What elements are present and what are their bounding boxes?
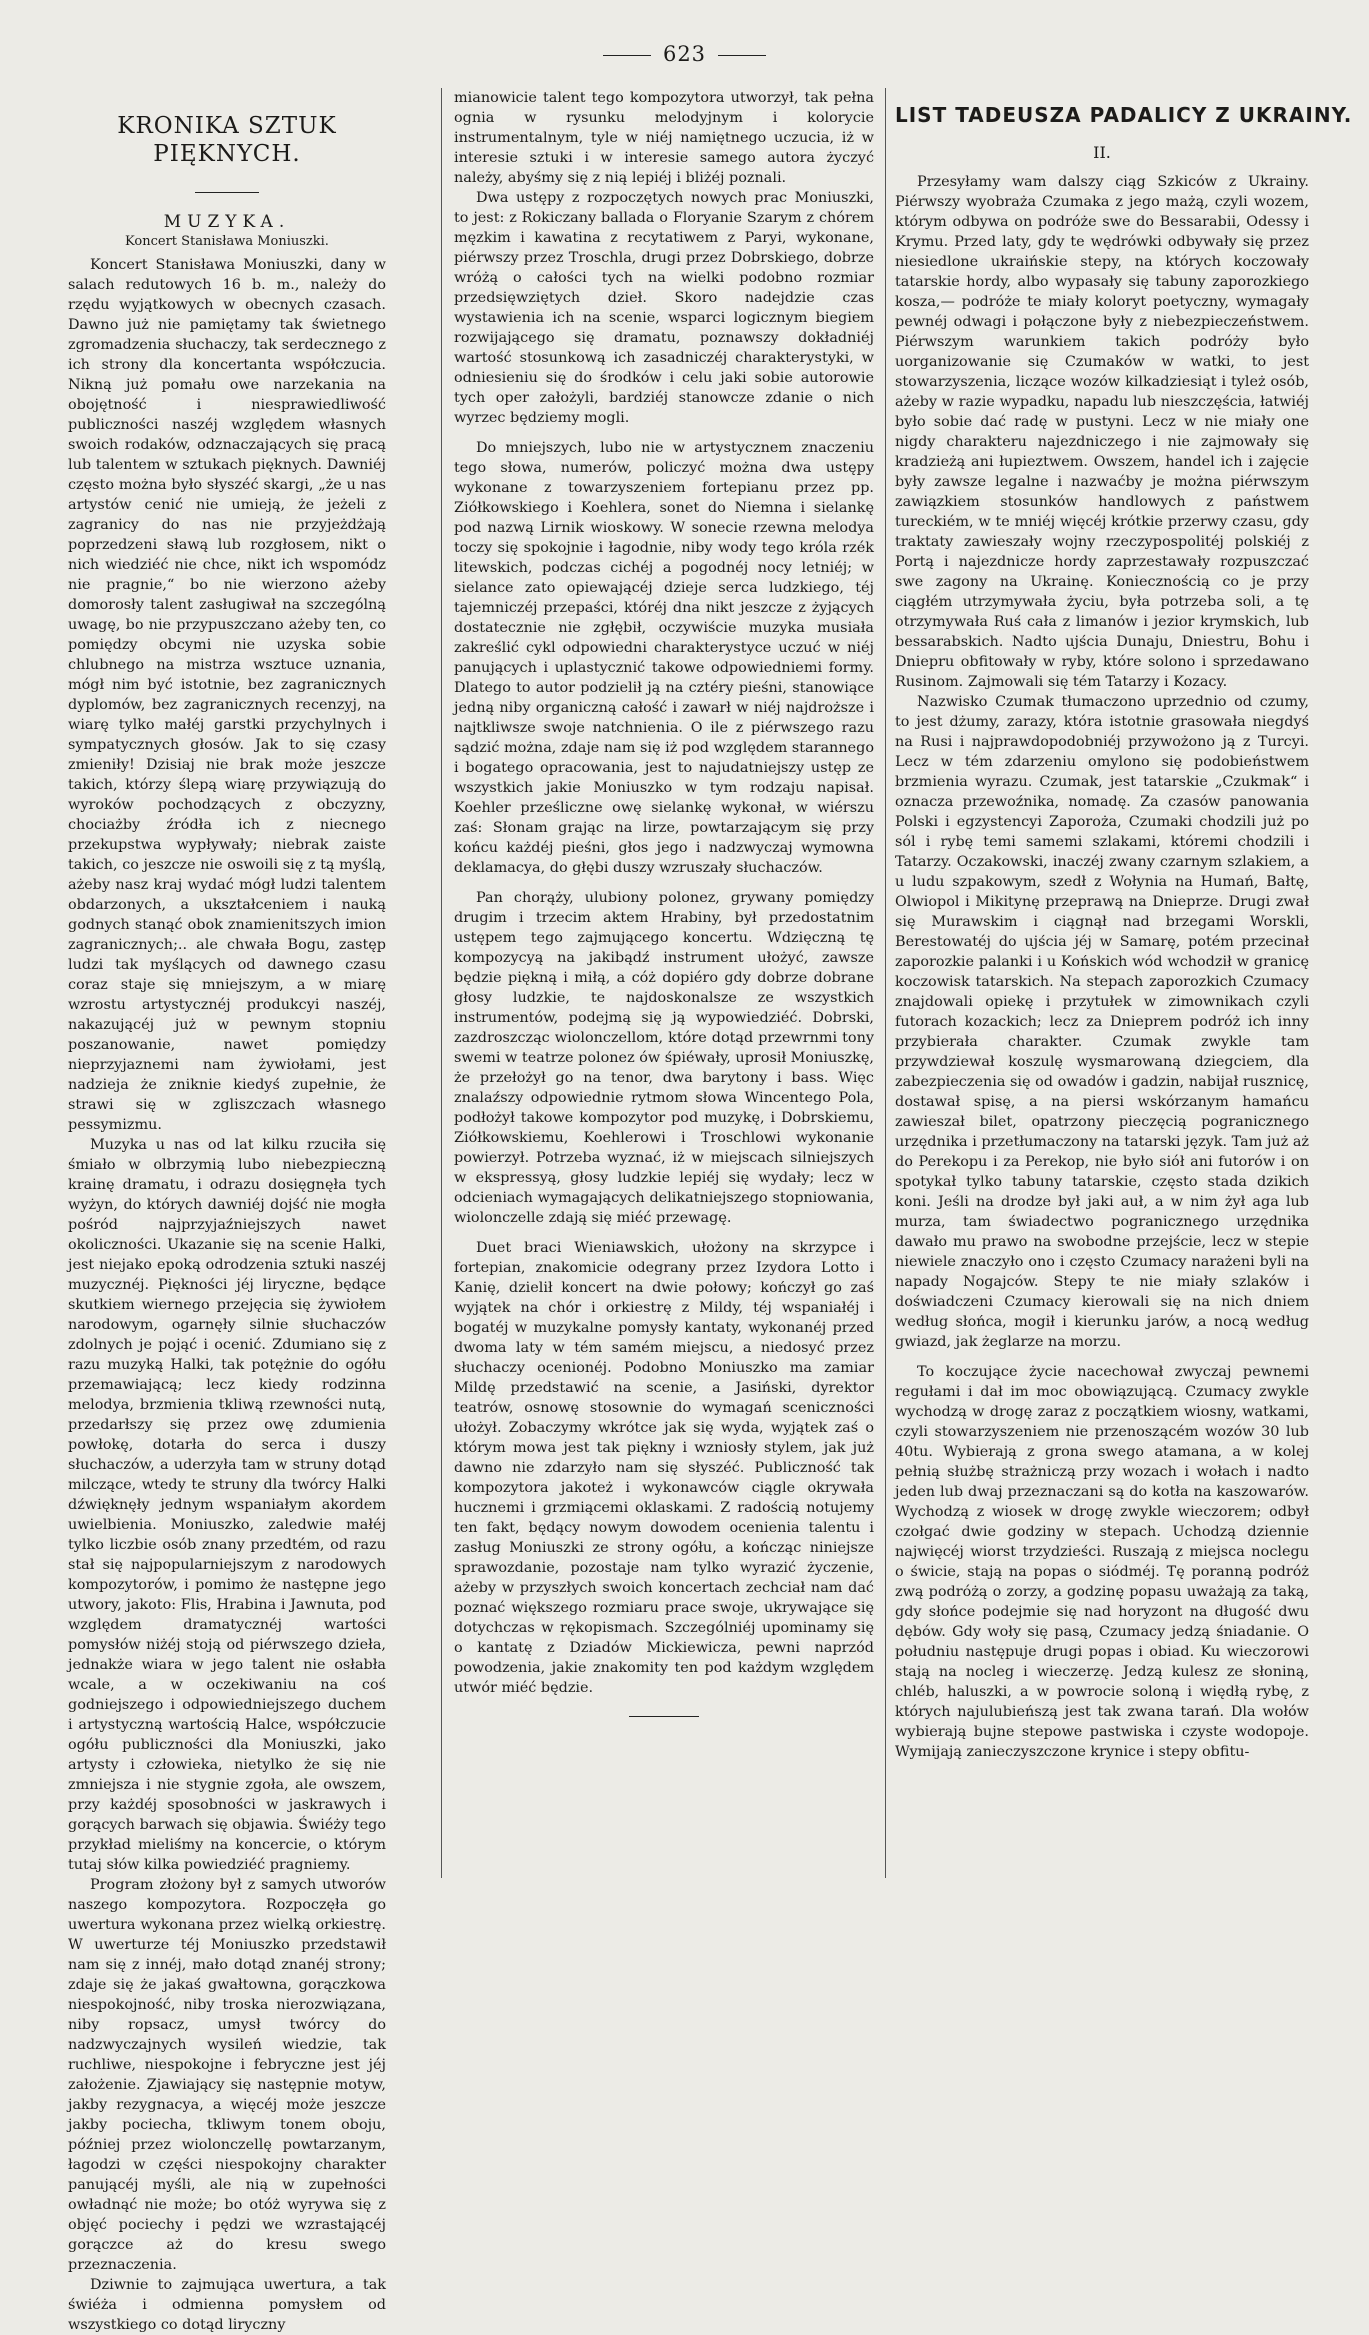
section-subtitle: Koncert Stanisława Moniuszki.	[125, 234, 329, 249]
paragraph-gap	[454, 428, 874, 438]
paragraph-gap	[454, 1228, 874, 1238]
column-3	[895, 88, 1353, 1762]
column-2-paragraph: mianowicie talent tego kompozytora utworzył, tak pełna ognia w rysunku melodyjnym i kolorycie instrumentalnym, tyle w niéj namiętnego uczucia, iż w interesie sztuki i w interesie samego autora życzyć należy, abyśmy się z nią lepiéj i bliżéj poznali.	[454, 90, 874, 186]
column-1	[68, 88, 386, 2335]
column-3-paragraph: Przesyłamy wam dalszy ciąg Szkiców z Ukrainy. Piérwszy wyobraża Czumaka z jego mażą, czyli wozem, którym odbywa on podróże swe do Bessarabii, Odessy i Krymu. Przed laty, gdy te wędrówki odbywały się przez niesiedlone ukraińskie stepy, na których koczowały tatarskie hordy, albo wypasały się tabuny zaporozkiego kosza,— podróże te miały koloryt poetyczny, wymagały pewnéj odwagi i połączone były z niebezpieczeństwem. Piérwszym warunkiem takich podróży było uorganizowanie się Czumaków w watki, to jest stowarzyszenia, liczące wozów kilkadziesiąt i tyleż osób, ażeby w razie wypadku, napadu lub nieszczęścia, łatwiéj było sobie dać radę w pustyni. Lecz w nie miały one nigdy charakteru najezdniczego i nie zajmowały się kradzieżą ani łupieztwem. Owszem, handel ich i zajęcie były zawsze legalne i nazwaćby je można piérwszym zawiązkiem stosunków handlowych z państwem tureckiém, w te mniéj więcéj krótkie przerwy czasu, gdy traktaty zawieszały wojny rzeczypospolitéj polskiéj z Portą i najezdnicze hordy zaprzestawały rozpuszczać swe zagony na Ukrainę. Koniecznością co je przy ciągłém utrzymywała życiu, była potrzeba soli, a tę otrzymywała Ruś cała z limanów i jezior krymskich, lub bessarabskich. Nadto ujścia Dunaju, Dniestru, Bohu i Dniepru obfitowały w ryby, które solono i sprzedawano Rusinom. Zajmowali się tém Tatarzy i Kozacy.	[895, 174, 1309, 690]
paragraph-gap	[895, 1352, 1309, 1362]
letter-number: II.	[1093, 143, 1111, 162]
column-2-paragraph: Dwa ustępy z rozpoczętych nowych prac Moniuszki, to jest: z Rokiczany ballada o Floryanie Szarym z chórem męzkim i kawatina z recytatiwem z Paryi, wykonane, piérwszy przez Troschla, drugi przez Dobrskiego, dobrze wróżą o całości tych na wielki podobno rozmiar przedsięwziętych dzieł. Skoro nadejdzie czas wystawienia ich na scenie, wsparci logicznym biegiem rozwijającego się dramatu, poznawszy dokładniéj wartość stosunkową ich zasadniczéj charakterystyki, w odniesieniu się do środków i celu jaki sobie autorowie tych oper założyli, bardziéj stanowcze zdanie o nich wyrzec będziemy mogli.	[454, 190, 874, 426]
column-2	[454, 88, 874, 1717]
column-1-paragraph: Muzyka u nas od lat kilku rzuciła się śmiało w olbrzymią lubo niebezpieczną krainę dramatu, i odrazu dosięgnęła tych wyżyn, do których dawniéj dojść nie mogła pośród najprzyjaźniejszych nawet okoliczności. Ukazanie się na scenie Halki, jest niejako epoką odrodzenia sztuki naszéj muzycznéj. Piękności jéj liryczne, będące skutkiem wiernego przejęcia się żywiołem narodowym, ogarnęły silnie słuchaczów zdolnych je pojąć i ocenić. Zdumiano się z razu muzyką Halki, tak potężnie do ogółu przemawiającą; lecz kiedy rodzinna melodya, brzmienia tkliwą rzewności nutą, przedarłszy się przez owę zdumienia powłokę, dotarła do serca i duszy słuchaczów, a uderzyła tam w struny dotąd milczące, wtedy te struny dla twórcy Halki dźwięknęły jednym wspaniałym akordem uwielbienia. Moniuszko, zaledwie małéj tylko liczbie osób znany przedtém, od razu stał się najpopularniejszym z narodowych kompozytorów, i pomimo że następne jego utwory, jakoto: Flis, Hrabina i Jawnuta, pod względem dramatycznéj wartości pomysłów niżéj stoją od piérwszego dzieła, jednakże wiara w jego talent nie osłabła wcale, a w oczekiwaniu na coś godniejszego i odpowiedniejszego duchem i artystyczną wartością Halce, współczucie ogółu publiczności dla Moniuszki, jako artysty i człowieka, nietylko że się nie zmniejsza i nie stygnie zgoła, ale owszem, przy każdéj sposobności w jaskrawych i gorących barwach się objawia. Świéży tego przykład mieliśmy na koncercie, o którym tutaj słów kilka powiedziéć pragniemy.	[68, 1137, 386, 1873]
column-1-paragraph: Program złożony był z samych utworów naszego kompozytora. Rozpoczęła go uwertura wykonana przez wielką orkiestrę. W uwerturze téj Moniuszko przedstawił nam się z innéj, mało dotąd znanéj strony; zdaje się że jakaś gwałtowna, gorączkowa niespokojność, niby troska nierozwiązana, niby ropsacz, umysł twórcy do nadzwyczajnych wysileń wiedzie, tak ruchliwe, niespokojne i febryczne jest jéj założenie. Zjawiający się następnie motyw, jakby rezygnacya, a więcéj może jeszcze jakby pociecha, tkliwym tonem oboju, później przez wiolonczellę powtarzanym, łagodzi w części niespokojny charakter panującéj myśli, ale nią w zupełności owładnąć nie może; bo otóż wyrywa się z objęć pociechy i pędzi we wzrastającéj gorączce aż do kresu swego przeznaczenia.	[68, 1877, 386, 2273]
paragraph-gap	[454, 878, 874, 888]
article-end-rule	[629, 1716, 699, 1717]
column-1-paragraph: Koncert Stanisława Moniuszki, dany w salach redutowych 16 b. m., należy do rzędu wyjątkowych w obecnych czasach. Dawno już nie pamiętamy tak świetnego zgromadzenia słuchaczy, tak serdecznego z ich strony dla koncertanta współczucia. Nikną już pomału owe narzekania na obojętność i niesprawiedliwość publiczności naszéj względem własnych swoich rodaków, odznaczających się pracą lub talentem w sztukach pięknych. Dawniéj często można było słyszéć skargi, „że u nas artystów cenić nie umieją, że jeżeli z zagranicy do nas nie przyjeżdżają poprzedzeni sławą lub rozgłosem, nikt o nich wiedziéć nie chce, nikt ich wspomódz nie pragnie,“ bo nie wierzono ażeby domorosły talent zasługiwał na szczególną uwagę, bo nie przypuszczano ażeby ten, co pomiędzy obcymi nie uzyska sobie chlubnego na mistrza wsztuce uznania, mógł nim być istotnie, bez zagranicznych dyplomów, bez zagranicznych recenzyj, na wiarę tylko małéj garstki przychylnych i sympatycznych głosów. Jak to się czasy zmieniły! Dzisiaj nie brak może jeszcze takich, którzy ślepą wiarę przywiązują do wyroków pochodzących z obczyzny, chociażby źródła ich z niecnego przekupstwa wypływały; niebrak zaiste takich, co jeszcze nie oswoili się z tą myślą, ażeby nasz kraj wydać mógł ludzi talentem obdarzonych, a ukształceniem i nauką godnych stanąć obok znamienitszych imion zagranicznych;.. ale chwała Bogu, zastęp ludzi tak myślących od dawnego czasu coraz staje się mniejszym, a w miarę wzrostu artystycznéj produkcyi naszéj, nakazującéj już w pewnym stopniu poszanowanie, nawet pomiędzy nieprzyjaznemi nam żywiołami, jest nadzieja że zniknie kiedyś zupełnie, że strawi się w zgliszczach własnego pessymizmu.	[68, 257, 386, 1133]
title-rule	[195, 192, 259, 193]
column-1-title: KRONIKA SZTUK PIĘKNYCH.	[117, 113, 337, 167]
page-number	[0, 42, 1369, 66]
column-3-paragraph: To koczujące życie nacechował zwyczaj pewnemi regułami i dał im moc obowiązującą. Czumacy zwykle wychodzą w drogę zaraz z początkiem wiosny, watkami, czyli stowarzyszeniem nie przenoszącém wozów 30 lub 40tu. Wybierają z grona swego atamana, a w kolej pełnią służbę strażniczą przy wozach i wołach i nadto jeden lub dwaj przeznaczani są do kotła na kaszowarów. Wychodzą z wiosek w drogę zwykle wieczorem; odbył czołgać dwie godziny w stepach. Uchodzą dziennie najwięcéj wiorst trzydzieści. Ruszają z miejsca noclegu o świcie, stają na popas o siódméj. Tę poranną podróż zwą podróżą o zorzy, a godzinę popasu uważają za taką, gdy słońce podejmie się nad horyzont na długość dwu dębów. Gdy woły się pasą, Czumacy jedzą śniadanie. O południu następuje drugi popas i obiad. Ku wieczorowi stają na nocleg i wieczerzę. Jedzą kulesz ze słoniną, chléb, haluszki, a w powrocie soloną i więdłą rybę, z których najulubieńszą jest tak zwana tarań. Dla wołów wybierają bujne stepowe pastwiska i czyste wodopoje. Wymijają zanieczyszczone krynice i stepy obfitu-	[895, 1364, 1309, 1760]
column-2-paragraph: Do mniejszych, lubo nie w artystycznem znaczeniu tego słowa, numerów, policzyć można dwa ustępy wykonane z towarzyszeniem fortepianu przez pp. Ziółkowskiego i Koehlera, sonet do Niemna i sielankę pod nazwą Lirnik wioskowy. W sonecie rzewna melodya toczy się spokojnie i łagodnie, niby wody tego króla rzék litewskich, podczas cichéj a pogodnéj nocy letniéj; w sielance zato opiewającéj dzieje serca ludzkiego, téj tajemniczéj przepaści, któréj dna nikt jeszcze z żyjących dostatecznie nie zgłębił, oczywiście muzyka musiała zakreślić cykl odpowiedni charakterystyce uczuć w niéj panujących i uplastycznić takowe odpowiedniemi formy. Dlatego to autor podzielił ją na cztéry pieśni, stanowiące jedną niby organiczną całość i zawarł w niéj najdroższe i najtkliwsze swoje natchnienia. O ile z piérwszego razu sądzić można, zdaje nam się iż pod względem starannego i bogatego opracowania, jest to najudatniejszy ustęp ze wszystkich jakie Moniuszko w tym rodzaju napisał. Koehler prześliczne owę sielankę wykonał, w wiérszu zaś: Słonam grając na lirze, powtarzającym się przy końcu każdéj pieśni, głos jego i nadzwyczaj wymowna deklamacya, do głębi duszy wzruszały słuchaczów.	[454, 440, 874, 876]
column-2-paragraph: Pan chorąży, ulubiony polonez, grywany pomiędzy drugim i trzecim aktem Hrabiny, był przedostatnim ustępem tego zajmującego koncertu. Wdzięczną tę kompozycyą na jakibądź instrument ułożyć, zawsze będzie piękną i miłą, a cóż dopiéro gdy dobrze dobrane głosy ludzkie, te najdoskonalsze ze wszystkich instrumentów, podejmą się ją wypowiedziéć. Dobrski, zazdroszcząc wiolonczellom, które dotąd przewrnmi tony swemi w teatrze polonez ów śpiéwały, uprosił Moniuszkę, że przełożył go na tenor, dwa barytony i bass. Więc znalaźszy odpowiednie rytmom słowa Wincentego Pola, podłożył takowe kompozytor pod muzykę, i Dobrskiemu, Ziółkowskiemu, Koehlerowi i Troschlowi wykonanie powierzył. Potrzeba wyznać, iż w miejscach silniejszych w ekspressyą, głosy ludzkie lepiéj się wydały; lecz w odcieniach wymagających delikatniejszego stopniowania, wiolonczelle zdają się miéć przewagę.	[454, 890, 874, 1226]
page-number-right-rule	[718, 55, 766, 56]
column-3-paragraph: Nazwisko Czumak tłumaczono uprzednio od czumy, to jest dżumy, zarazy, która istotnie grasowała niegdyś na Rusi i najprawdopodobniéj przywożono ją z Turcyi. Lecz w tém zdarzeniu omylono się podobieństwem brzmienia wyrazu. Czumak, jest tatarskie „Czukmak“ i oznacza przewoźnika, nomadę. Za czasów panowania Polski i egzystencyi Zaporoża, Czumaki chodzili już po sól i rybę temi samemi szlakami, któremi chodzili i Tatarzy. Oczakowski, inaczéj zwany czarnym szlakiem, a u ludu szpakowym, szedł z Wołynia na Humań, Bałtę, Olwiopol i Mikitynę przeprawą na Dnieprze. Drugi zwał się Murawskim i ciągnął nad brzegami Worskli, Berestowatéj do ujścia jéj w Samarę, potém przecinał zaporozkie palanki i u Końskich wód wchodził w granicę koczowisk tatarskich. Na stepach zaporozkich Czumacy znajdowali opiekę i przytułek w zimownikach czyli futorach kozackich; lecz za Dnieprem podróż ich inny przybierała charakter. Czumak zwykle tam przywdziewał koszulę wysmarowaną dziegciem, dla zabezpieczenia się od owadów i gadzin, nabijał rusznicę, dostawał spisę, a na piersi wskórzanym hamańcu zawieszał bilet, opatrzony pieczęcią pogranicznego urzędnika i przetłumaczony na tatarski język. Tam już aż do Perekopu i za Perekop, nie było siół ani futorów i on spotykał tylko tabuny tatarskie, często stada dzikich koni. Jeśli na drodze był jaki auł, a w nim żył aga lub murza, tam świadectwo pogranicznego urzędnika dawało mu prawo na swobodne przejście, lecz w stepie niewiele znaczyło ono i często Czumacy narażeni byli na napady Nogajców. Stepy te nie miały szlaków i doświadczeni Czumacy kierowali się na nich dniem według słońca, mogił i kierunku jarów, a nocą według gwiazd, jak żeglarze na morzu.	[895, 694, 1309, 1350]
column-divider-2	[885, 88, 886, 1878]
column-3-title: LIST TADEUSZA PADALICY Z UKRAINY.	[895, 103, 1353, 127]
column-divider-1	[441, 88, 442, 1878]
page-number-text: 623	[662, 42, 707, 66]
page-number-left-rule	[603, 55, 651, 56]
section-title: MUZYKA.	[163, 212, 291, 232]
column-2-paragraph: Duet braci Wieniawskich, ułożony na skrzypce i fortepian, znakomicie odegrany przez Izydora Lotto i Kanię, dzielił koncert na dwie połowy; kończył go zaś wyjątek na chór i orkiestrę z Mildy, téj wspaniałéj i bogatéj w muzykalne pomysły kantaty, wykonanéj przed dwoma laty w tém samém miejscu, a niedosyć przez słuchaczy ocenionéj. Podobno Moniuszko ma zamiar Mildę przedstawić na scenie, a Jasiński, dyrektor teatrów, osnowę stosownie do wymagań sceniczności ułożył. Zobaczymy wkrótce jak się wyda, wyjątek zaś o którym mowa jest tak piękny i wzniosły stylem, jak już dawno nie zdarzyło nam się słyszéć. Publiczność tak kompozytora jakoteż i wykonawców ciągle okrywała hucznemi i grzmiącemi oklaskami. Z radością notujemy ten fakt, będący nowym dowodem ocenienia talentu i zasług Moniuszki ze strony ogółu, a kończąc niniejsze sprawozdanie, pozostaje nam tylko wyrazić życzenie, ażeby w przyszłych swoich koncertach zechciał nam dać poznać większego rozmiaru prace swoje, ukrywające się dotychczas w rękopismach. Szczególniéj upominamy się o kantatę z Dziadów Mickiewicza, pewni naprzód powodzenia, jakie znakomity ten pod każdym względem utwór miéć będzie.	[454, 1240, 874, 1696]
column-1-paragraph: Dziwnie to zajmująca uwertura, a tak świéża i odmienna pomysłem od wszystkiego co dotąd liryczny	[68, 2277, 386, 2333]
